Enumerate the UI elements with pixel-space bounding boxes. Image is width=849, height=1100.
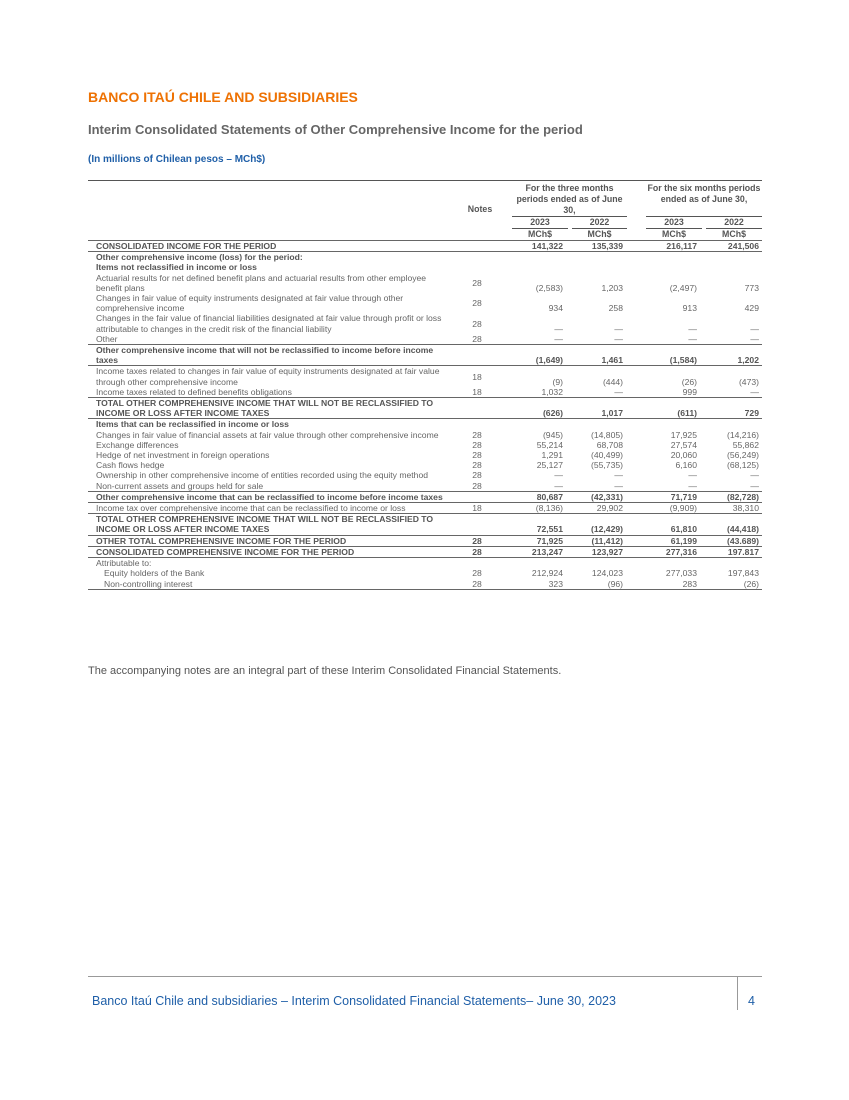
value-6m-2022: (82,728): [700, 491, 762, 502]
value-3m-2022: 29,902: [596, 503, 623, 514]
page-number: 4: [748, 994, 755, 1008]
value-3m-2023: 212,924: [531, 568, 563, 579]
row-label: Hedge of net investment in foreign operations: [96, 450, 270, 461]
value-3m-2023: (2,583): [535, 282, 563, 293]
value-3m-2022: (40,499): [590, 450, 623, 461]
row-note: 18: [472, 386, 482, 397]
value-3m-2022: (42,331): [566, 491, 626, 502]
table-row: [88, 345, 762, 366]
value-6m-2023: 283: [626, 579, 700, 590]
value-3m-2023: —: [554, 323, 563, 334]
value-6m-2023: 277,316: [626, 546, 700, 557]
value-6m-2023: (26): [681, 376, 697, 387]
value-6m-2023: 20,060: [670, 450, 697, 461]
value-6m-2022: —: [750, 470, 759, 481]
value-3m-2023: 80,687: [504, 491, 566, 502]
table-row: [88, 334, 762, 345]
row-note: 28: [472, 333, 482, 344]
table-row: [88, 481, 762, 492]
table-row: [88, 514, 762, 535]
value-6m-2023: 913: [682, 303, 697, 314]
row-label: TOTAL OTHER COMPREHENSIVE INCOME THAT WILL NOT BE RECLASSIFIED TO INCOME OR LOSS AFTER INCOME TAXES: [88, 514, 450, 535]
value-6m-2022: (68,125): [726, 460, 759, 471]
value-3m-2022: 68,708: [596, 439, 623, 450]
statement-table: [88, 240, 762, 590]
table-row: [88, 546, 762, 557]
value-3m-2023: 71,925: [504, 535, 566, 546]
value-3m-2022: 1,461: [566, 345, 626, 366]
value-3m-2022: (14,805): [590, 429, 623, 440]
row-note: [450, 345, 504, 366]
row-note: 28: [472, 460, 482, 471]
row-note: 28: [450, 546, 504, 557]
row-label: OTHER TOTAL COMPREHENSIVE INCOME FOR THE PERIOD: [88, 535, 450, 546]
footer-divider: [737, 976, 738, 1010]
value-6m-2022: —: [750, 386, 759, 397]
row-note: 28: [472, 568, 482, 579]
row-note: 28: [472, 298, 482, 309]
row-note: 28: [450, 579, 504, 590]
value-6m-2022: 429: [744, 303, 759, 314]
table-top-rule: [88, 180, 762, 181]
value-3m-2023: (626): [504, 398, 566, 419]
table-row: [88, 293, 762, 313]
value-6m-2023: 17,925: [670, 429, 697, 440]
notes-header: Notes: [467, 204, 493, 214]
table-row: [88, 535, 762, 546]
value-6m-2023: (611): [626, 398, 700, 419]
value-3m-2023: (9): [552, 376, 563, 387]
value-3m-2022: 1,017: [566, 398, 626, 419]
value-6m-2022: (14,216): [726, 429, 759, 440]
table-row: [88, 366, 762, 387]
row-label: Non-controlling interest: [88, 579, 450, 590]
row-label: Attributable to:: [96, 558, 152, 569]
table-row: [88, 450, 762, 460]
row-label: Exchange differences: [96, 439, 179, 450]
table-row: [88, 440, 762, 450]
value-3m-2022: —: [614, 333, 623, 344]
value-3m-2022: 135,339: [566, 241, 626, 252]
value-6m-2022: (43.689): [700, 535, 762, 546]
value-6m-2022: 1,202: [700, 345, 762, 366]
value-6m-2022: —: [750, 333, 759, 344]
value-6m-2022: 38,310: [732, 503, 759, 514]
units-note: (In millions of Chilean pesos – MCh$): [88, 154, 266, 165]
value-3m-2023: (8,136): [535, 503, 563, 514]
value-3m-2023: (1,649): [504, 345, 566, 366]
row-note: 28: [472, 470, 482, 481]
value-3m-2023: 213,247: [504, 546, 566, 557]
row-note: 28: [472, 439, 482, 450]
row-note: 28: [472, 429, 482, 440]
value-6m-2022: (26): [700, 579, 762, 590]
row-label: Items that can be reclassified in income or loss: [96, 419, 289, 430]
currency-b: MCh$: [587, 229, 612, 239]
value-3m-2023: 72,551: [504, 514, 566, 535]
table-row: [88, 579, 762, 590]
value-6m-2023: 216,117: [626, 241, 700, 252]
table-row: [88, 273, 762, 293]
row-note: [450, 398, 504, 419]
value-6m-2023: 6,160: [675, 460, 697, 471]
value-3m-2023: —: [554, 480, 563, 491]
value-3m-2022: (12,429): [566, 514, 626, 535]
value-6m-2022: (44,418): [700, 514, 762, 535]
value-6m-2023: —: [688, 470, 697, 481]
value-6m-2023: 277,033: [665, 568, 697, 579]
value-3m-2022: —: [614, 386, 623, 397]
value-6m-2022: 197.817: [700, 546, 762, 557]
value-6m-2023: 999: [682, 386, 697, 397]
value-6m-2023: (2,497): [669, 282, 697, 293]
table-row: [88, 491, 762, 502]
value-3m-2022: 124,023: [591, 568, 623, 579]
table-row: [88, 568, 762, 578]
currency-c: MCh$: [662, 229, 686, 239]
table-row: [88, 503, 762, 514]
row-label: Changes in fair value of financial assets at fair value through other comprehensive income: [96, 429, 439, 440]
value-3m-2022: (444): [602, 376, 623, 387]
currency-d: MCh$: [722, 229, 746, 239]
row-label: CONSOLIDATED COMPREHENSIVE INCOME FOR THE PERIOD: [88, 546, 450, 557]
value-6m-2022: 773: [744, 282, 759, 293]
currency-a: MCh$: [528, 229, 552, 239]
table-row: [88, 558, 762, 569]
value-6m-2022: 55,862: [732, 439, 759, 450]
row-label: Other comprehensive income that can be reclassified to income before income taxes: [88, 491, 450, 502]
value-3m-2022: (96): [566, 579, 626, 590]
row-label: Other: [96, 333, 118, 344]
value-6m-2022: 729: [700, 398, 762, 419]
row-note: 28: [472, 450, 482, 461]
table-row: [88, 313, 762, 333]
table-row: [88, 470, 762, 480]
row-note: [450, 241, 504, 252]
year-2023-a: 2023: [530, 217, 550, 227]
row-label: Other comprehensive income (loss) for the period:: [96, 252, 303, 263]
value-3m-2022: 258: [608, 303, 623, 314]
statement-title: Interim Consolidated Statements of Other Comprehensive Income for the period: [88, 122, 583, 137]
table-row: [88, 387, 762, 398]
row-note: 18: [472, 371, 482, 382]
table-row: [88, 241, 762, 252]
value-3m-2023: —: [554, 333, 563, 344]
value-3m-2023: 141,322: [504, 241, 566, 252]
value-3m-2022: —: [614, 480, 623, 491]
value-6m-2022: (56,249): [726, 450, 759, 461]
row-label: Income taxes related to defined benefits obligations: [96, 386, 292, 397]
row-label: Non-current assets and groups held for sale: [96, 480, 264, 491]
row-label: Ownership in other comprehensive income of entities recorded using the equity method: [96, 470, 428, 481]
table-row: [88, 419, 762, 430]
year-2023-b: 2023: [664, 217, 684, 227]
row-note: [450, 514, 504, 535]
value-6m-2023: —: [688, 333, 697, 344]
value-6m-2023: 27,574: [670, 439, 697, 450]
value-6m-2022: 241,506: [700, 241, 762, 252]
three-months-header: For the three months periods ended as of June 30,: [516, 183, 623, 215]
row-note: 28: [472, 480, 482, 491]
footer-text: Banco Itaú Chile and subsidiaries – Interim Consolidated Financial Statements– June 30, 2023: [92, 994, 616, 1008]
value-6m-2023: (1,584): [626, 345, 700, 366]
row-label: Items not reclassified in income or loss: [96, 262, 257, 273]
value-6m-2023: 71,719: [626, 491, 700, 502]
row-label: Equity holders of the Bank: [104, 568, 205, 579]
value-6m-2023: —: [688, 323, 697, 334]
row-note: [450, 491, 504, 502]
row-label: Other comprehensive income that will not be reclassified to income before income taxes: [88, 345, 450, 366]
value-3m-2022: —: [614, 470, 623, 481]
row-note: 18: [472, 503, 482, 514]
company-name: BANCO ITAÚ CHILE AND SUBSIDIARIES: [88, 89, 358, 105]
value-6m-2022: 197,843: [727, 568, 759, 579]
row-label: CONSOLIDATED INCOME FOR THE PERIOD: [88, 241, 450, 252]
value-3m-2023: 323: [504, 579, 566, 590]
value-3m-2023: 1,291: [541, 450, 563, 461]
year-2022-a: 2022: [589, 217, 610, 227]
table-row: [88, 430, 762, 440]
value-3m-2022: 1,203: [601, 282, 623, 293]
value-3m-2023: 934: [548, 303, 563, 314]
table-row: [88, 460, 762, 470]
value-3m-2023: 25,127: [536, 460, 563, 471]
value-6m-2023: 61,199: [626, 535, 700, 546]
six-months-header: For the six months periods ended as of June 30,: [647, 183, 761, 204]
row-label: Income taxes related to changes in fair value of equity instruments designated at fair value through other comprehensive income: [96, 366, 440, 387]
row-label: Cash flows hedge: [96, 460, 165, 471]
footer-rule: [88, 976, 762, 977]
value-3m-2023: 1,032: [541, 386, 563, 397]
table-row: [88, 252, 762, 263]
row-label: Income tax over comprehensive income that can be reclassified to income or loss: [96, 503, 406, 514]
value-6m-2023: (9,909): [669, 503, 697, 514]
value-3m-2022: (55,735): [590, 460, 623, 471]
value-3m-2023: (945): [542, 429, 563, 440]
value-3m-2022: 123,927: [566, 546, 626, 557]
row-label: Changes in fair value of equity instruments designated at fair value through other comprehensive income: [96, 293, 404, 314]
value-3m-2023: —: [554, 470, 563, 481]
table-row: [88, 398, 762, 419]
row-note: 28: [450, 535, 504, 546]
value-3m-2022: —: [614, 323, 623, 334]
value-6m-2022: (473): [738, 376, 759, 387]
value-6m-2022: —: [750, 323, 759, 334]
value-3m-2023: 55,214: [536, 439, 563, 450]
value-3m-2022: (11,412): [566, 535, 626, 546]
value-6m-2023: —: [688, 480, 697, 491]
footnote: The accompanying notes are an integral part of these Interim Consolidated Financial Statements.: [88, 665, 562, 677]
row-label: Actuarial results for net defined benefit plans and actuarial results from other employee benefit plans: [96, 272, 427, 293]
row-note: 28: [472, 277, 482, 288]
table-row: [88, 262, 762, 272]
row-label: TOTAL OTHER COMPREHENSIVE INCOME THAT WILL NOT BE RECLASSIFIED TO INCOME OR LOSS AFTER INCOME TAXES: [88, 398, 450, 419]
value-6m-2022: —: [750, 480, 759, 491]
year-2022-b: 2022: [724, 217, 744, 227]
row-note: 28: [472, 318, 482, 329]
value-6m-2023: 61,810: [626, 514, 700, 535]
row-label: Changes in the fair value of financial liabilities designated at fair value through profit or loss attributable to changes in the credit risk of the financial liability: [96, 313, 442, 334]
